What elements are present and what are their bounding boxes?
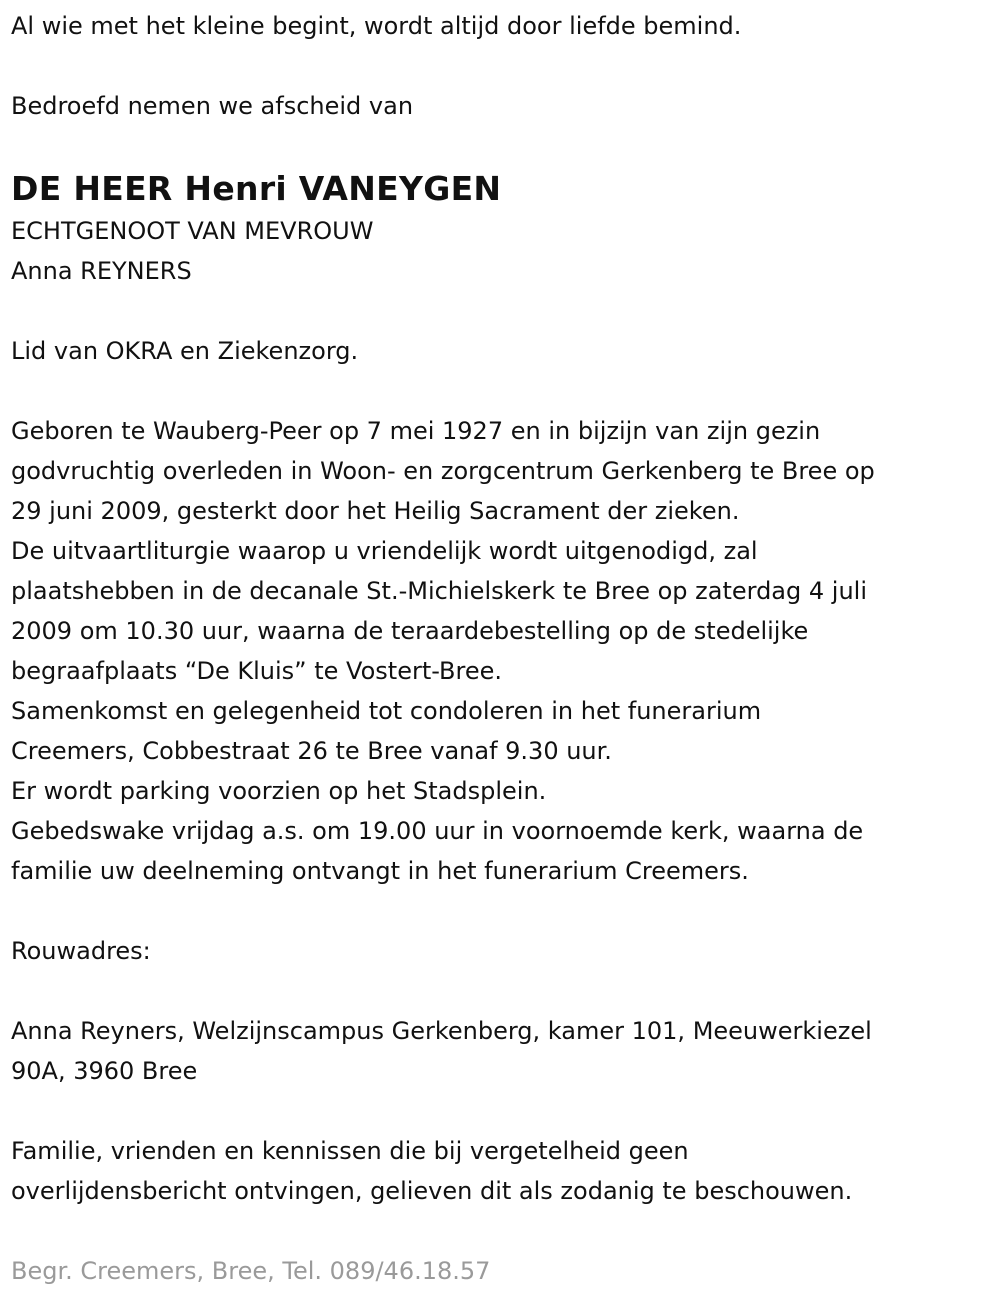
- body-line: Geboren te Wauberg-Peer op 7 mei 1927 en in bijzijn van zijn gezin: [11, 417, 821, 445]
- spacer: [11, 1211, 986, 1251]
- intro-text: Bedroefd nemen we afscheid van: [11, 92, 414, 120]
- body-line: familie uw deelneming ontvangt in het funerarium Creemers.: [11, 857, 749, 885]
- spacer: [11, 1091, 986, 1131]
- spacer: [11, 126, 986, 166]
- address-line-2: 90A, 3960 Bree: [11, 1057, 198, 1085]
- motto: Al wie met het kleine begint, wordt altijd door liefde bemind.: [11, 12, 742, 40]
- spouse-line-1: ECHTGENOOT VAN MEVROUW: [11, 217, 374, 245]
- address-label: Rouwadres:: [11, 937, 151, 965]
- closing-line-2: overlijdensbericht ontvingen, gelieven dit als zodanig te beschouwen.: [11, 1177, 853, 1205]
- closing-line-1: Familie, vrienden en kennissen die bij vergetelheid geen: [11, 1137, 689, 1165]
- spacer: [11, 971, 986, 1011]
- body-line: godvruchtig overleden in Woon- en zorgcentrum Gerkenberg te Bree op: [11, 457, 875, 485]
- spacer: [11, 291, 986, 331]
- spouse-line-2: Anna REYNERS: [11, 257, 192, 285]
- body-line: 2009 om 10.30 uur, waarna de teraardebestelling op de stedelijke: [11, 617, 809, 645]
- funeral-home-footer: Begr. Creemers, Bree, Tel. 089/46.18.57: [11, 1257, 491, 1285]
- spacer: [11, 46, 986, 86]
- spacer: [11, 371, 986, 411]
- body-line: Gebedswake vrijdag a.s. om 19.00 uur in voornoemde kerk, waarna de: [11, 817, 864, 845]
- obituary-notice: [11, 6, 986, 1291]
- body-paragraph: [11, 411, 986, 891]
- body-line: Er wordt parking voorzien op het Stadsplein.: [11, 777, 547, 805]
- membership-text: Lid van OKRA en Ziekenzorg.: [11, 337, 359, 365]
- body-line: plaatshebben in de decanale St.-Michielskerk te Bree op zaterdag 4 juli: [11, 577, 867, 605]
- body-line: 29 juni 2009, gesterkt door het Heilig Sacrament der zieken.: [11, 497, 740, 525]
- body-line: Creemers, Cobbestraat 26 te Bree vanaf 9.30 uur.: [11, 737, 612, 765]
- body-line: begraafplaats “De Kluis” te Vostert-Bree.: [11, 657, 503, 685]
- body-line: De uitvaartliturgie waarop u vriendelijk wordt uitgenodigd, zal: [11, 537, 758, 565]
- spacer: [11, 891, 986, 931]
- address-line-1: Anna Reyners, Welzijnscampus Gerkenberg, kamer 101, Meeuwerkiezel: [11, 1017, 872, 1045]
- body-line: Samenkomst en gelegenheid tot condoleren in het funerarium: [11, 697, 762, 725]
- deceased-name: DE HEER Henri VANEYGEN: [11, 169, 502, 208]
